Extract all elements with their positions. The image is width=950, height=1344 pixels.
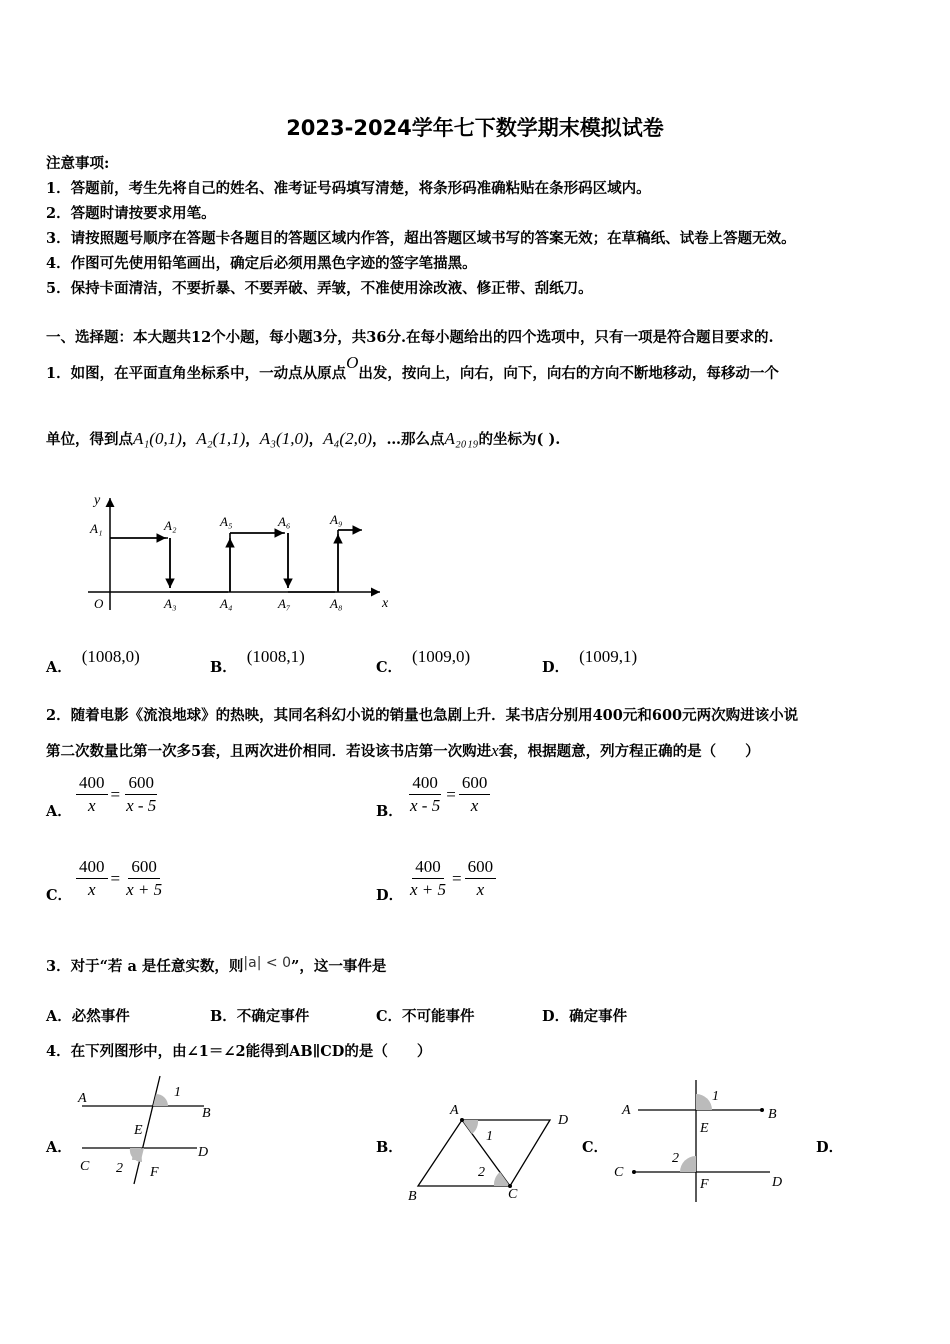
- notice-item-5: 5．保持卡面清洁，不要折暴、不要弄破、弄皱，不准使用涂改液、修正带、刮纸刀。: [46, 280, 593, 297]
- fig-label-a1: A₁: [90, 521, 103, 536]
- q1-option-a[interactable]: [46, 647, 140, 677]
- figB-label-B: B: [408, 1189, 417, 1204]
- q1-option-d-text: (1009,1): [579, 647, 638, 666]
- q2-b-d1: x - 5: [410, 796, 441, 815]
- q3-option-c[interactable]: [376, 1005, 475, 1026]
- fig-label-a2: A₂: [164, 518, 177, 533]
- q3-option-c-letter: C．: [376, 1008, 403, 1025]
- q3-option-c-text: 不可能事件: [402, 1008, 475, 1025]
- q2-c-eq: =: [110, 868, 121, 888]
- q2-d-eq: =: [452, 868, 462, 888]
- q1-option-b-letter: B．: [210, 659, 237, 676]
- q3-question: [46, 955, 386, 976]
- q1-point-2: A₂(1,1): [196, 429, 246, 448]
- figA-label-E: E: [134, 1123, 143, 1138]
- q1-point-1: A₁(0,1): [133, 429, 182, 448]
- q1-point-3: A₃(1,0): [259, 429, 309, 448]
- motion-path: [110, 530, 360, 592]
- q4-option-d-letter[interactable]: D．: [816, 1139, 844, 1156]
- figC-label-B: B: [768, 1107, 777, 1122]
- q2-line1: 2．随着电影《流浪地球》的热映，其同名科幻小说的销量也急剧上升．某书店分别用400元和600元两次购进该小说: [46, 707, 799, 724]
- q4-option-b-letter[interactable]: B．: [376, 1139, 403, 1156]
- fig-label-a7: A₇: [278, 596, 291, 611]
- q2-line2: [46, 740, 760, 761]
- q2-text-b: 套，根据题意，列方程正确的是（ ）: [498, 743, 760, 760]
- q2-option-c-letter[interactable]: C．: [46, 887, 73, 904]
- figC-label-2: 2: [672, 1151, 679, 1166]
- q4-figure-a: [72, 1072, 222, 1192]
- q1-line2: 单位，得到点A₁(0,1)，A₂(1,1)，A₃(1,0)，A₄(2,0)，…那么点A₂₀₁₉的坐标为( ).: [46, 429, 561, 448]
- q4-figure-b: [400, 1098, 585, 1208]
- q3-option-b[interactable]: [210, 1005, 309, 1026]
- notice-item-4: 4．作图可先使用铅笔画出，确定后必须用黑色字迹的签字笔描黑。: [46, 255, 477, 272]
- figA-label-2: 2: [116, 1161, 123, 1176]
- fig-label-a8: A₈: [330, 596, 343, 611]
- q1-option-d-letter: D．: [542, 659, 570, 676]
- q2-d-n1: 400: [412, 857, 444, 879]
- q1-option-c-letter: C．: [376, 659, 403, 676]
- fig-label-o: O: [94, 596, 104, 611]
- notice-item-3: 3．请按照题号顺序在答题卡各题目的答题区域内作答，超出答题区域书写的答案无效；在草稿纸、试卷上答题无效。: [46, 230, 796, 247]
- q3-option-d-letter: D．: [542, 1008, 570, 1025]
- q2-option-a-letter[interactable]: A．: [46, 803, 72, 820]
- q2-c-d2: x + 5: [126, 880, 163, 899]
- q2-a-d1: x: [87, 796, 96, 815]
- figC-label-E: E: [700, 1121, 709, 1136]
- q2-a-n2: 600: [125, 773, 157, 795]
- page-title: 2023-2024学年七下数学期末模拟试卷: [286, 116, 664, 140]
- figA-label-F: F: [150, 1165, 159, 1180]
- q3-option-b-letter: B．: [210, 1008, 237, 1025]
- q1-text-b: 出发，按向上，向右，向下，向右的方向不断地移动，每移动一个: [358, 365, 779, 382]
- q2-c-n2: 600: [128, 857, 160, 879]
- q2-var: x: [491, 741, 499, 760]
- figA-label-B: B: [202, 1106, 211, 1121]
- q3-option-a-text: 必然事件: [71, 1008, 130, 1025]
- q2-b-n1: 400: [409, 773, 441, 795]
- fig-label-x: x: [382, 596, 389, 611]
- figB-label-C: C: [508, 1187, 518, 1202]
- figC-label-F: F: [700, 1177, 709, 1192]
- q3-option-a-letter: A．: [46, 1008, 72, 1025]
- q3-option-b-text: 不确定事件: [236, 1008, 310, 1025]
- q3-option-a[interactable]: [46, 1005, 130, 1026]
- q2-option-b-eq: [407, 773, 490, 816]
- q2-a-d2: x - 5: [126, 796, 157, 815]
- q2-option-a-eq: [76, 773, 159, 816]
- q3-option-d-text: 确定事件: [569, 1008, 628, 1025]
- q2-a-eq: =: [110, 784, 121, 804]
- q4-question: 4．在下列图形中，由∠1＝∠2能得到AB∥CD的是（ ）: [46, 1043, 432, 1060]
- q1-figure: [80, 488, 400, 618]
- figC-label-A: A: [622, 1103, 631, 1118]
- q1-point-4: A₄(2,0): [323, 429, 372, 448]
- q2-b-d2: x: [470, 796, 479, 815]
- q1-option-c[interactable]: [376, 647, 471, 677]
- q4-option-c-letter[interactable]: C．: [582, 1139, 609, 1156]
- figC-label-D: D: [772, 1175, 783, 1190]
- fig-label-a5: A₅: [220, 514, 233, 529]
- q2-c-d1: x: [87, 880, 96, 899]
- fig-label-a6: A₆: [278, 514, 291, 529]
- fig-label-y: y: [94, 493, 101, 508]
- q1-option-b[interactable]: [210, 647, 305, 677]
- figA-label-C: C: [80, 1159, 90, 1174]
- q4-option-a-letter[interactable]: A．: [46, 1139, 72, 1156]
- figB-label-D: D: [558, 1113, 569, 1128]
- figA-label-D: D: [198, 1145, 209, 1160]
- figC-label-1: 1: [712, 1089, 719, 1104]
- q2-text-a: 第二次数量比第一次多5套，且两次进价相同．若设该书店第一次购进: [46, 743, 492, 760]
- q1-text-d: ，…那么点: [372, 431, 445, 448]
- q1-option-d[interactable]: [542, 647, 638, 677]
- q3-expr: |a| < 0: [243, 955, 291, 971]
- q2-option-d-letter[interactable]: D．: [376, 887, 404, 904]
- q1-origin: O: [346, 353, 359, 372]
- q3-option-d[interactable]: [542, 1005, 627, 1026]
- q2-d-d1: x + 5: [410, 880, 447, 899]
- q2-option-b-letter[interactable]: B．: [376, 803, 403, 820]
- figA-label-1: 1: [174, 1085, 181, 1100]
- fig-label-a3: A₃: [164, 596, 177, 611]
- q1-target: A₂₀₁₉: [444, 429, 479, 448]
- fig-label-a4: A₄: [220, 596, 233, 611]
- figB-label-2: 2: [478, 1165, 485, 1180]
- q2-d-d2: x: [476, 880, 485, 899]
- q2-b-eq: =: [446, 784, 456, 804]
- figB-label-1: 1: [486, 1129, 493, 1144]
- q1-option-a-text: (1008,0): [81, 647, 140, 666]
- q2-c-n1: 400: [76, 857, 108, 879]
- figA-label-A: A: [78, 1091, 87, 1106]
- q1-option-a-letter: A．: [46, 659, 72, 676]
- q2-b-n2: 600: [459, 773, 491, 795]
- q1-text-a: 1．如图，在平面直角坐标系中，一动点从原点: [46, 365, 347, 382]
- q1-line1: [46, 353, 779, 383]
- q3-text-b: ”，这一事件是: [290, 958, 387, 975]
- notice-item-1: 1．答题前，考生先将自己的姓名、准考证号码填写清楚，将条形码准确粘贴在条形码区域内。: [46, 180, 651, 197]
- q2-d-n2: 600: [465, 857, 497, 879]
- figC-label-C: C: [614, 1165, 624, 1180]
- q1-text-c: 单位，得到点: [46, 431, 133, 448]
- q4-figure-c: [612, 1076, 792, 1206]
- fig-label-a9: A₉: [330, 512, 343, 527]
- q2-option-d-eq: [407, 857, 496, 900]
- q1-option-b-text: (1008,1): [246, 647, 305, 666]
- notice-item-2: 2．答题时请按要求用笔。: [46, 205, 216, 222]
- q3-text-a: 3．对于“若 a 是任意实数，则: [46, 958, 244, 975]
- q2-a-n1: 400: [76, 773, 108, 795]
- q1-text-e: 的坐标为( ).: [478, 431, 561, 448]
- q2-option-c-eq: [76, 857, 165, 900]
- figB-label-A: A: [450, 1103, 459, 1118]
- section-heading: 一、选择题：本大题共12个小题，每小题3分，共36分.在每小题给出的四个选项中，只有一项是符合题目要求的.: [46, 329, 774, 346]
- q1-option-c-text: (1009,0): [412, 647, 471, 666]
- notice-heading: 注意事项:: [46, 155, 110, 172]
